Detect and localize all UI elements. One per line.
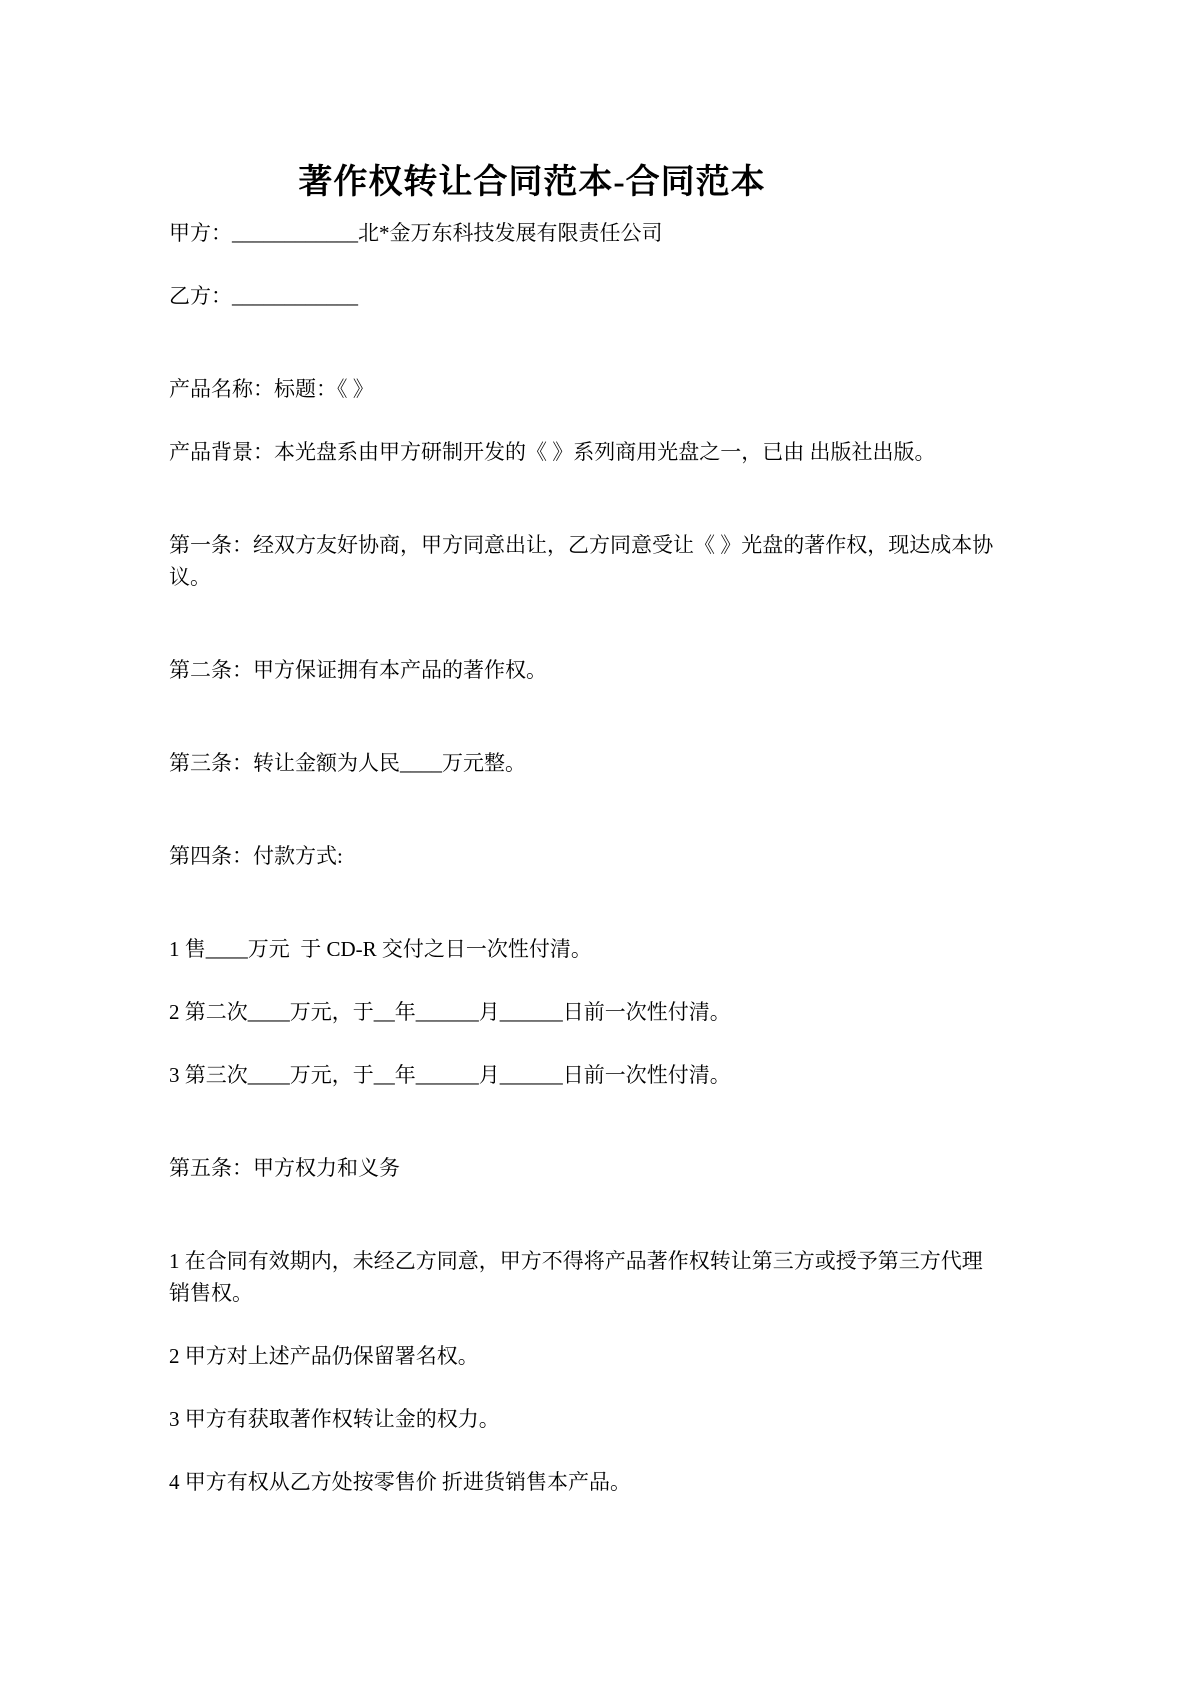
clause-5-item-1-line-1: 1 在合同有效期内，未经乙方同意，甲方不得将产品著作权转让第三方或授予第三方代理 <box>169 1249 983 1273</box>
product-name-line: 产品名称：标题：《 》 <box>169 377 374 401</box>
payment-item-2: 2 第二次____万元，于__年______月______日前一次性付清。 <box>169 1000 731 1024</box>
clause-4: 第四条：付款方式: <box>169 844 343 868</box>
clause-1-line-1: 第一条：经双方友好协商，甲方同意出让，乙方同意受让《 》光盘的著作权，现达成本协 <box>169 533 994 557</box>
party-a-line: 甲方：____________北*金万东科技发展有限责任公司 <box>169 221 663 245</box>
document-title: 著作权转让合同范本-合同范本 <box>298 164 766 201</box>
payment-item-3: 3 第三次____万元，于__年______月______日前一次性付清。 <box>169 1063 731 1087</box>
clause-5-item-4: 4 甲方有权从乙方处按零售价 折进货销售本产品。 <box>169 1470 631 1494</box>
clause-1-line-2: 议。 <box>169 565 211 589</box>
clause-5-item-3: 3 甲方有获取著作权转让金的权力。 <box>169 1407 500 1431</box>
clause-1 <box>169 529 1027 593</box>
clause-2: 第二条：甲方保证拥有本产品的著作权。 <box>169 658 547 682</box>
payment-item-1: 1 售____万元 于 CD-R 交付之日一次性付清。 <box>169 937 592 961</box>
clause-5-item-1-line-2: 销售权。 <box>169 1281 253 1305</box>
clause-5: 第五条：甲方权力和义务 <box>169 1156 400 1180</box>
clause-3: 第三条：转让金额为人民____万元整。 <box>169 751 526 775</box>
party-b-line: 乙方：____________ <box>169 284 358 308</box>
clause-5-item-2: 2 甲方对上述产品仍保留署名权。 <box>169 1344 479 1368</box>
product-background-line: 产品背景：本光盘系由甲方研制开发的《 》系列商用光盘之一，已由 出版社出版。 <box>169 440 936 464</box>
clause-5-item-1 <box>169 1245 1027 1309</box>
